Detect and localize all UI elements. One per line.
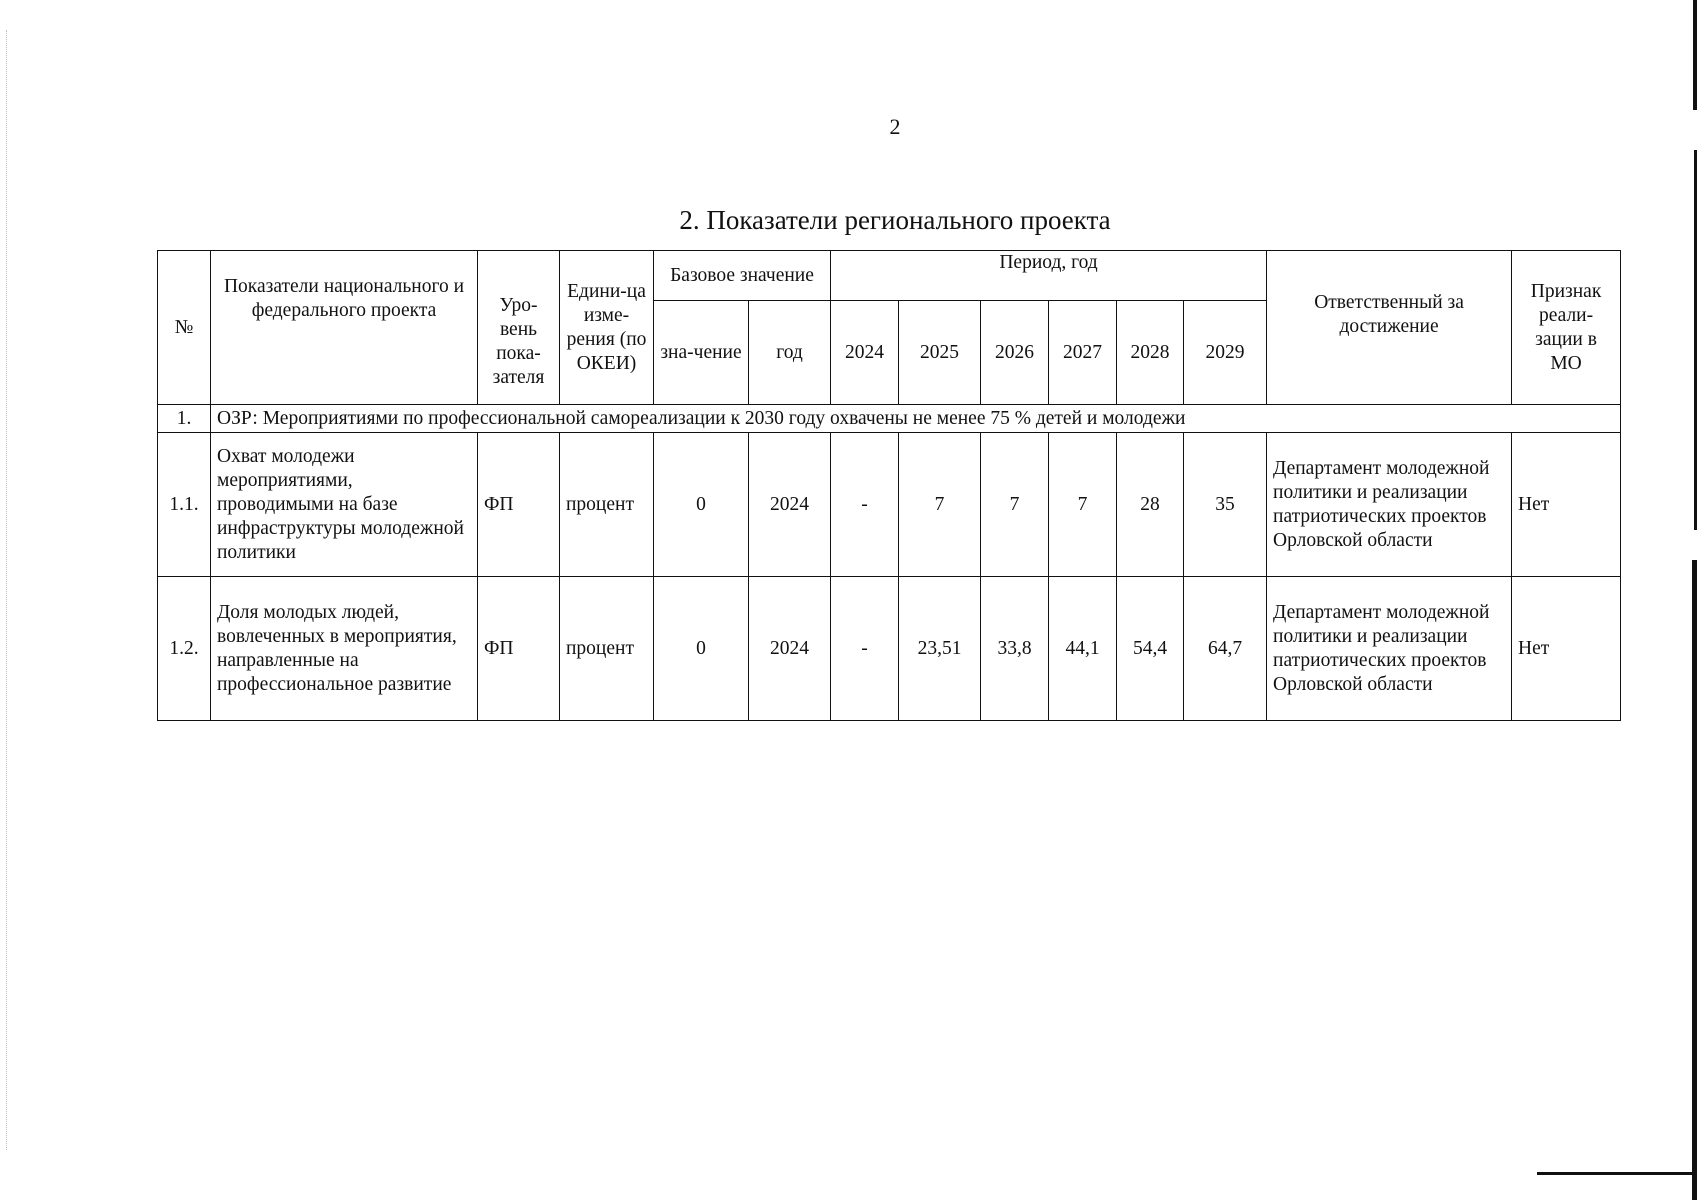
row-sign: Нет bbox=[1512, 433, 1621, 577]
row-responsible: Департамент молодежной политики и реализации патриотических проектов Орловской области bbox=[1267, 577, 1512, 721]
table-row bbox=[158, 433, 1621, 577]
header-row bbox=[158, 251, 1621, 301]
row-sign: Нет bbox=[1512, 577, 1621, 721]
header-year: 2024 bbox=[831, 301, 899, 405]
scan-edge-mark bbox=[1537, 1172, 1697, 1175]
header-responsible: Ответственный за достижение bbox=[1267, 251, 1512, 405]
header-base: Базовое значение bbox=[654, 251, 831, 301]
scan-edge-mark bbox=[1693, 0, 1697, 110]
page-number: 2 bbox=[889, 114, 901, 139]
table-row bbox=[158, 577, 1621, 721]
row-value: 7 bbox=[981, 433, 1049, 577]
row-value: 54,4 bbox=[1117, 577, 1184, 721]
header-year: 2026 bbox=[981, 301, 1049, 405]
section-row bbox=[158, 405, 1621, 433]
header-year: 2025 bbox=[899, 301, 981, 405]
row-base-value: 0 bbox=[654, 577, 749, 721]
row-value: 35 bbox=[1184, 433, 1267, 577]
header-unit: Едини-ца изме-рения (по ОКЕИ) bbox=[560, 251, 654, 405]
header-year: 2029 bbox=[1184, 301, 1267, 405]
header-indicator: Показатели национального и федерального проекта bbox=[211, 251, 478, 405]
row-no: 1.1. bbox=[158, 433, 211, 577]
row-value: - bbox=[831, 577, 899, 721]
row-value: 7 bbox=[899, 433, 981, 577]
section-no: 1. bbox=[158, 405, 211, 433]
header-base-value: зна-чение bbox=[654, 301, 749, 405]
row-value: 28 bbox=[1117, 433, 1184, 577]
row-value: - bbox=[831, 433, 899, 577]
row-value: 64,7 bbox=[1184, 577, 1267, 721]
scan-edge-mark bbox=[1692, 560, 1697, 1200]
row-value: 23,51 bbox=[899, 577, 981, 721]
row-value: 44,1 bbox=[1049, 577, 1117, 721]
row-base-year: 2024 bbox=[749, 577, 831, 721]
indicators-table bbox=[157, 250, 1621, 721]
header-level: Уро-вень пока-зателя bbox=[478, 251, 560, 405]
row-level: ФП bbox=[478, 577, 560, 721]
header-year: 2028 bbox=[1117, 301, 1184, 405]
header-period: Период, год bbox=[831, 251, 1267, 301]
row-value: 7 bbox=[1049, 433, 1117, 577]
row-responsible: Департамент молодежной политики и реализации патриотических проектов Орловской области bbox=[1267, 433, 1512, 577]
section-text: ОЗР: Мероприятиями по профессиональной самореализации к 2030 году охвачены не менее 75 % детей и молодежи bbox=[211, 405, 1621, 433]
row-base-year: 2024 bbox=[749, 433, 831, 577]
page-title: 2. Показатели регионального проекта bbox=[679, 205, 1111, 235]
row-value: 33,8 bbox=[981, 577, 1049, 721]
row-indicator: Доля молодых людей, вовлеченных в мероприятия, направленные на профессиональное развитие bbox=[211, 577, 478, 721]
row-no: 1.2. bbox=[158, 577, 211, 721]
row-unit: процент bbox=[560, 577, 654, 721]
header-sign: Признак реали-зации в МО bbox=[1512, 251, 1621, 405]
header-year: 2027 bbox=[1049, 301, 1117, 405]
scan-edge-dots bbox=[6, 30, 8, 1150]
row-indicator: Охват молодежи мероприятиями, проводимыми на базе инфраструктуры молодежной политики bbox=[211, 433, 478, 577]
header-base-year: год bbox=[749, 301, 831, 405]
row-base-value: 0 bbox=[654, 433, 749, 577]
row-unit: процент bbox=[560, 433, 654, 577]
row-level: ФП bbox=[478, 433, 560, 577]
header-no: № bbox=[158, 251, 211, 405]
